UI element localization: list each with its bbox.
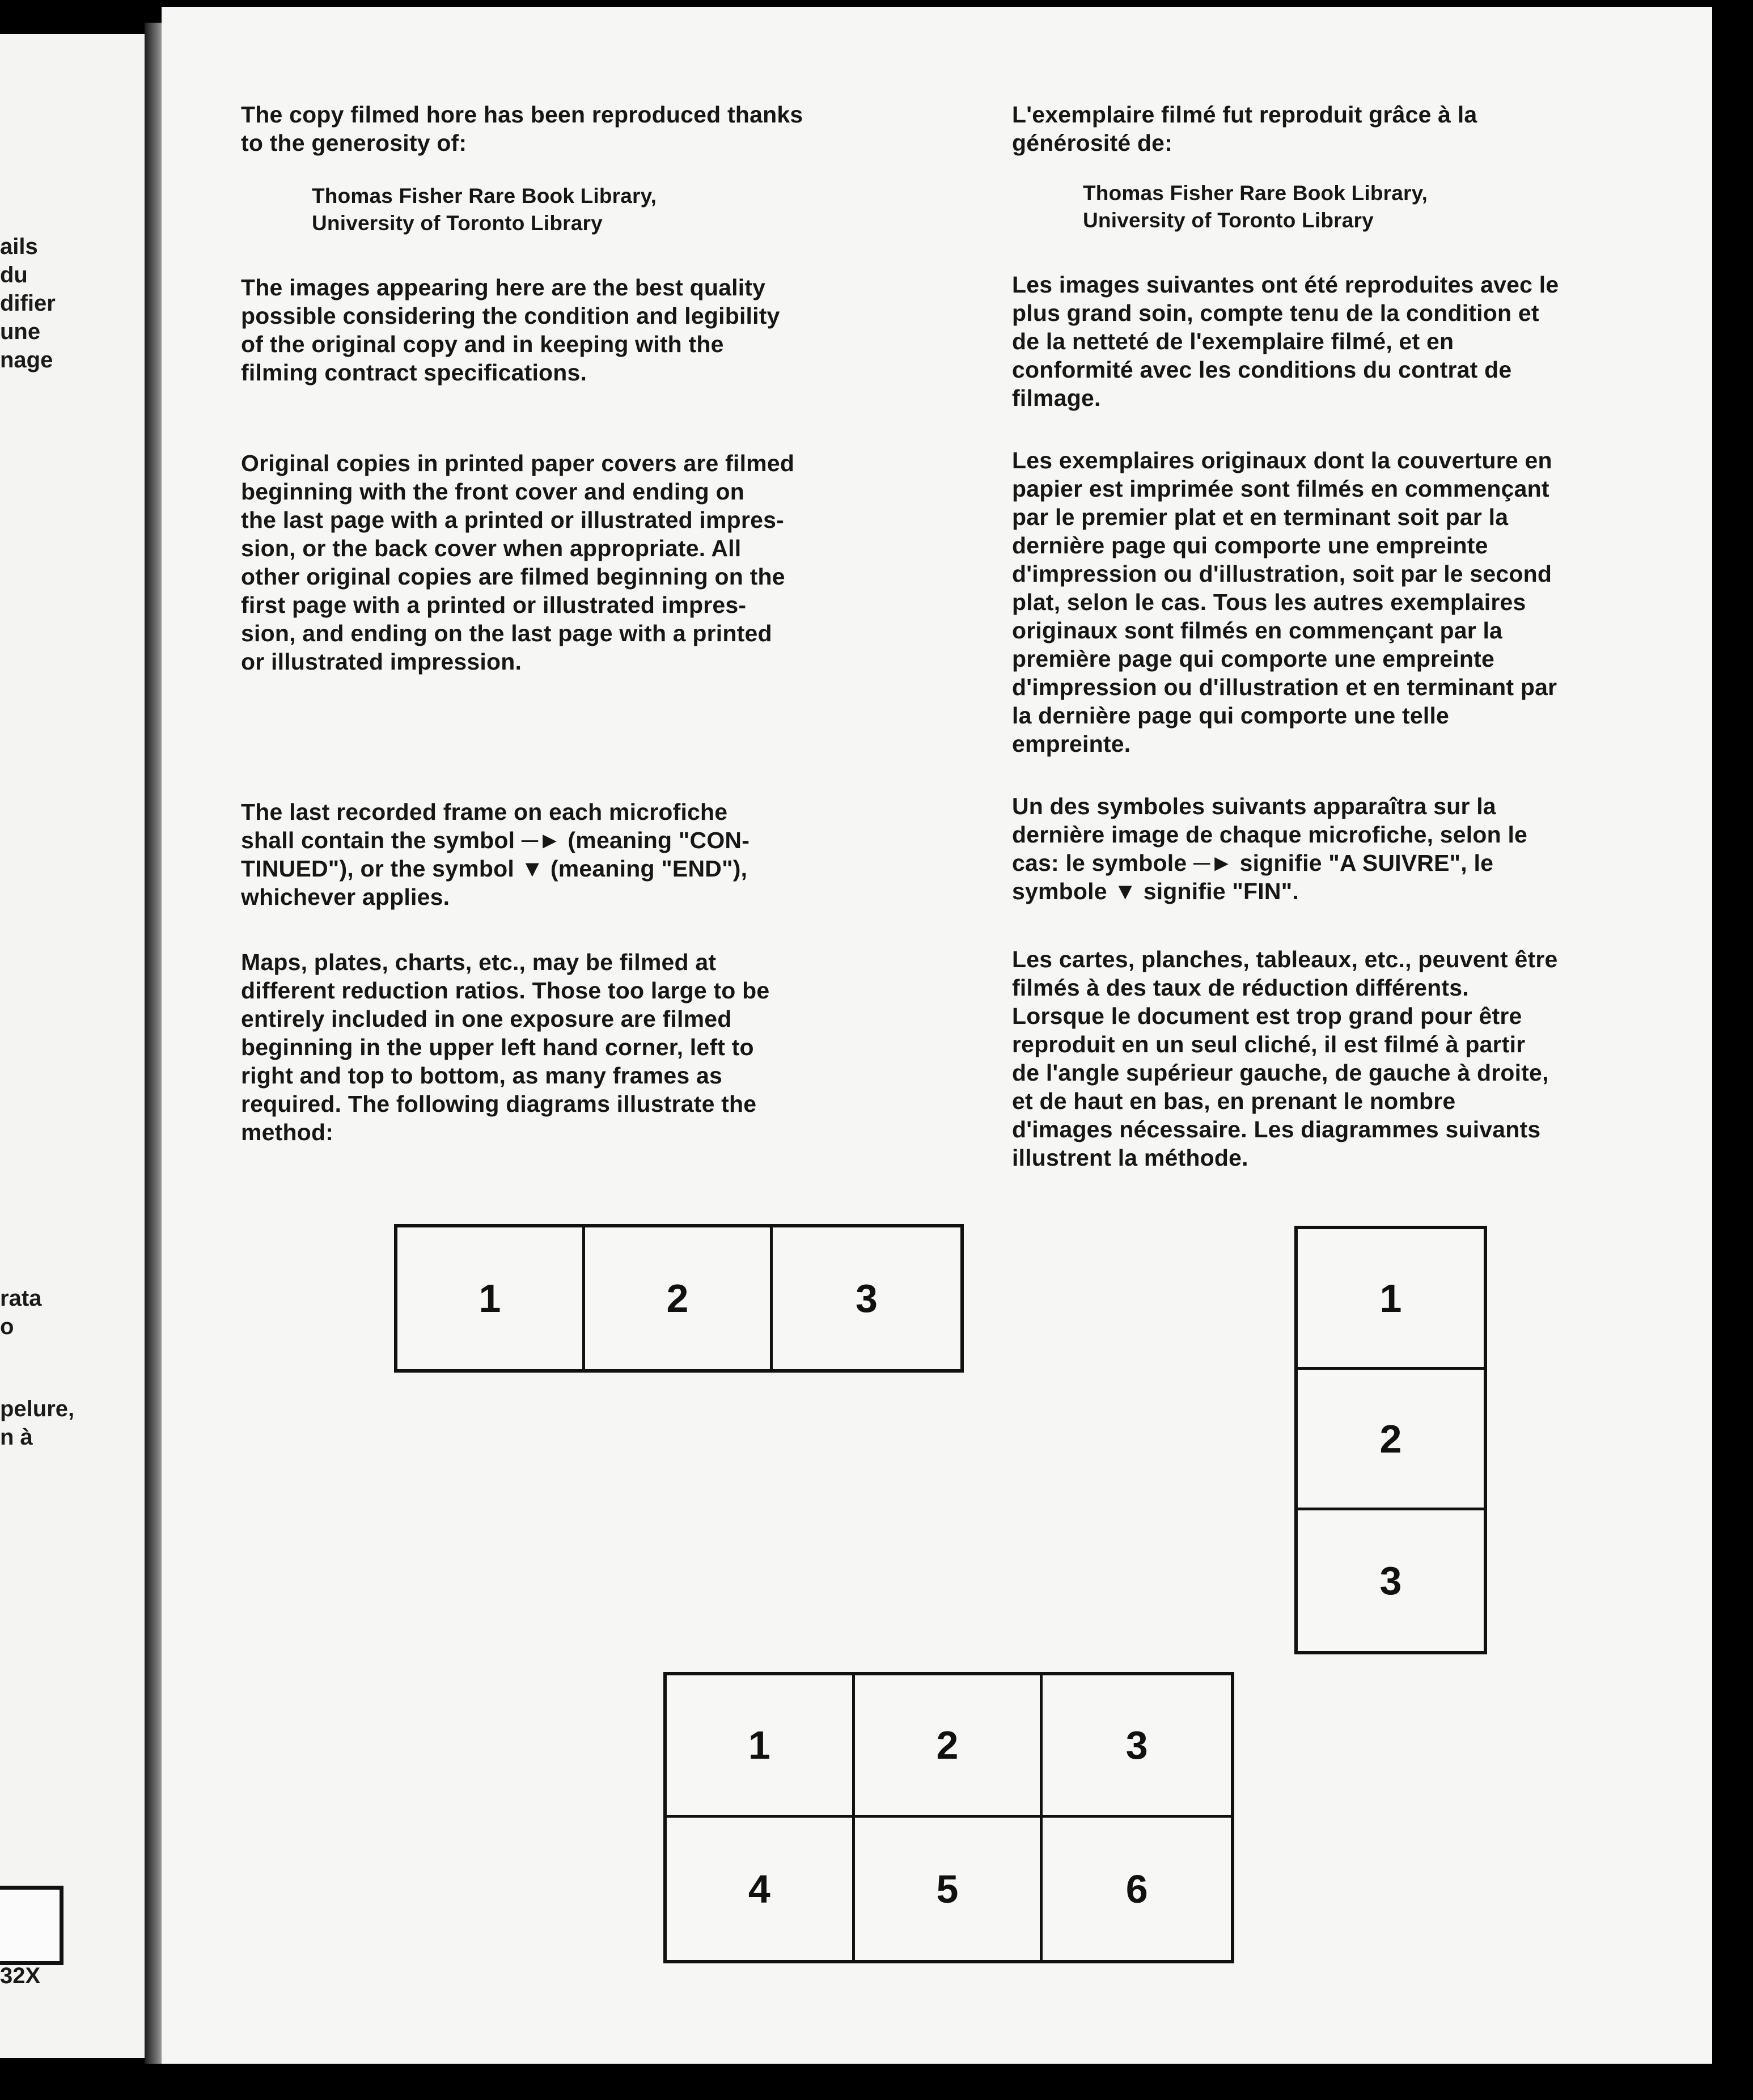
previous-page-fragment bbox=[0, 34, 149, 2058]
frame-cell: 2 bbox=[585, 1227, 773, 1369]
page bbox=[162, 7, 1712, 2064]
frame-cell: 4 bbox=[667, 1818, 855, 1960]
previous-page-text: une bbox=[0, 319, 41, 344]
grid-frames-diagram bbox=[663, 1672, 1234, 1963]
frame-cell: 2 bbox=[855, 1675, 1043, 1818]
previous-page-text: nage bbox=[0, 348, 53, 372]
frame-cell: 1 bbox=[1298, 1229, 1484, 1370]
quality-statement: The images appearing here are the best quality possible considering the condition and legibility of the original copy and in keeping with the filming contract specifications. bbox=[241, 274, 780, 386]
frame-cell: 6 bbox=[1125, 1866, 1148, 1911]
previous-page-text: du bbox=[0, 262, 28, 287]
previous-page-text: pelure, bbox=[0, 1396, 75, 1421]
previous-page-text: o bbox=[0, 1314, 14, 1339]
acknowledgement-text: The copy filmed hore has been reproduced thanks to the generosity of: bbox=[241, 101, 803, 156]
symbols-statement: Un des symboles suivants apparaîtra sur la dernière image de chaque microfiche, selon le cas: le symbole ─► signifie "A SUIVRE", le symbole ▼ signifie "FIN". bbox=[1012, 793, 1528, 904]
maps-statement: Les cartes, planches, tableaux, etc., peuvent être filmés à des taux de réduction différents. Lorsque le document est trop grand pour être reproduit en un seul cliché, il est filmé à partir de l'angle supérieur gauche, de gauche à droite, et de haut en bas, en prenant le nombre d'images nécessaire. Les diagrammes suivants illustrent la méthode. bbox=[1012, 946, 1558, 1171]
previous-page-text: ails bbox=[0, 234, 38, 259]
previous-page-text: 32X bbox=[0, 1963, 41, 1988]
symbols-statement: The last recorded frame on each microfiche shall contain the symbol ─► (meaning "CON- TINUED"), or the symbol ▼ (meaning "END"), whichever applies. bbox=[241, 799, 750, 910]
quality-statement: Les images suivantes ont été reproduites avec le plus grand soin, compte tenu de la condition et de la netteté de l'exemplaire filmé, et en conformité avec les conditions du contrat de filmage. bbox=[1012, 272, 1559, 411]
frame-cell: 3 bbox=[1043, 1675, 1231, 1818]
previous-page-text: rata bbox=[0, 1286, 42, 1311]
frame-cell: 5 bbox=[855, 1818, 1043, 1960]
horizontal-frames-diagram bbox=[394, 1224, 964, 1373]
frame-cell: 2 bbox=[1298, 1370, 1484, 1510]
originals-statement: Les exemplaires originaux dont la couverture en papier est imprimée sont filmés en commençant par le premier plat et en terminant soit par la dernière page qui comporte une empreinte d'impression ou d'illustration, soit par le second plat, selon le cas. Tous les autres exemplaires originaux sont filmés en commençant par la première page qui comporte une empreinte d'impression ou d'illustration et en terminant par la dernière page qui comporte une telle empreinte. bbox=[1012, 447, 1557, 757]
originals-statement: Original copies in printed paper covers are filmed beginning with the front cover and ending on the last page with a printed or illustrated impres- sion, or the back cover when appropriate. All other original copies are filmed beginning on the first page with a printed or illustrated impres- sion, and ending on the last page with a printed or illustrated impression. bbox=[241, 450, 795, 675]
vertical-frames-diagram bbox=[1294, 1226, 1487, 1654]
frame-cell: 3 bbox=[856, 1276, 878, 1320]
previous-page-box bbox=[0, 1886, 63, 1965]
previous-page-text: n à bbox=[0, 1425, 33, 1450]
maps-statement: Maps, plates, charts, etc., may be filmed at different reduction ratios. Those too large to be entirely included in one exposure are filmed beginning in the upper left hand corner, left to right and top to bottom, as many frames as required. The following diagrams illustrate the method: bbox=[241, 949, 770, 1145]
institution-name: Thomas Fisher Rare Book Library, University of Toronto Library bbox=[312, 184, 657, 235]
frame-cell: 1 bbox=[667, 1675, 855, 1818]
institution-name: Thomas Fisher Rare Book Library, University of Toronto Library bbox=[1083, 181, 1428, 232]
previous-page-text: difier bbox=[0, 291, 56, 316]
frame-cell: 3 bbox=[1379, 1559, 1402, 1603]
frame-cell: 1 bbox=[397, 1227, 585, 1369]
acknowledgement-text: L'exemplaire filmé fut reproduit grâce à la générosité de: bbox=[1012, 101, 1477, 156]
